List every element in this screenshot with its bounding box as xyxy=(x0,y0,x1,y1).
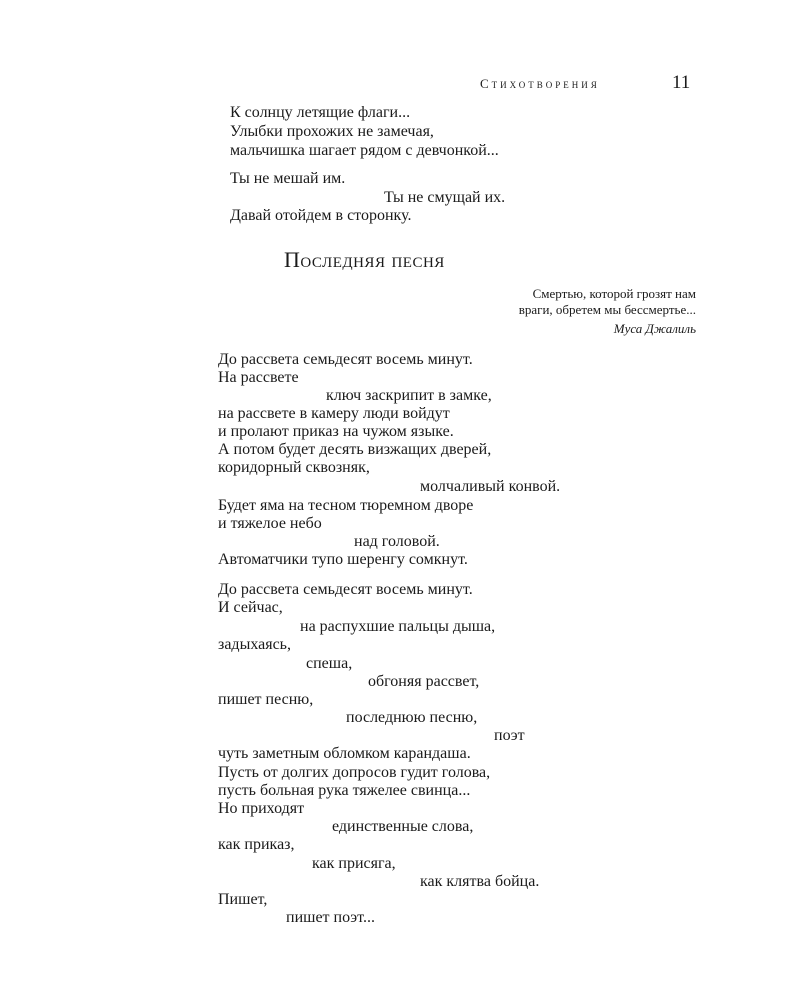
epigraph-author: Муса Джалиль xyxy=(613,321,696,336)
verse-line: молчаливый конвой. xyxy=(420,478,561,495)
verse-line: спеша, xyxy=(306,655,353,672)
verse-line: Ты не смущай их. xyxy=(384,189,506,206)
verse-line: Давай отойдем в сторонку. xyxy=(230,207,412,224)
verse-line: пусть больная рука тяжелее свинца... xyxy=(218,782,471,799)
verse-line: чуть заметным обломком карандаша. xyxy=(218,745,471,762)
verse-line: единственные слова, xyxy=(332,818,474,835)
verse-line: как присяга, xyxy=(312,855,396,872)
verse-line: мальчишка шагает рядом с девчонкой... xyxy=(230,142,499,159)
verse-line: Автоматчики тупо шеренгу сомкнут. xyxy=(218,551,468,568)
verse-line: А потом будет десять визжащих дверей, xyxy=(218,441,492,458)
verse-line: обгоняя рассвет, xyxy=(368,673,480,690)
epigraph-line: враги, обретем мы бессмертье... xyxy=(518,302,696,317)
verse-line: Улыбки прохожих не замечая, xyxy=(230,123,434,140)
running-title: Стихотворения xyxy=(480,76,600,91)
verse-line: Будет яма на тесном тюремном дворе xyxy=(218,497,474,514)
poem-title: Последняя песня xyxy=(284,247,445,272)
verse-line: Пусть от долгих допросов гудит голова, xyxy=(218,764,491,781)
verse-line: последнюю песню, xyxy=(346,709,478,726)
epigraph-line: Смертью, которой грозят нам xyxy=(532,286,696,301)
verse-line: К солнцу летящие флаги... xyxy=(230,104,411,121)
verse-line: коридорный сквозняк, xyxy=(218,459,370,476)
verse-line: До рассвета семьдесят восемь минут. xyxy=(218,581,473,598)
verse-line: поэт xyxy=(494,727,525,744)
verse-line: Пишет, xyxy=(218,891,268,908)
verse-line: Ты не мешай им. xyxy=(230,170,346,187)
verse-line: Но приходят xyxy=(218,800,305,817)
verse-line: как клятва бойца. xyxy=(420,873,540,890)
verse-line: и тяжелое небо xyxy=(218,515,322,532)
verse-line: пишет поэт... xyxy=(286,909,375,926)
verse-line: До рассвета семьдесят восемь минут. xyxy=(218,351,473,368)
verse-line: На рассвете xyxy=(218,369,299,386)
verse-line: ключ заскрипит в замке, xyxy=(326,387,492,404)
verse-line: на распухшие пальцы дыша, xyxy=(300,618,496,635)
verse-line: над головой. xyxy=(354,533,440,550)
verse-line: на рассвете в камеру люди войдут xyxy=(218,405,450,422)
verse-line: И сейчас, xyxy=(218,599,283,616)
verse-line: и пролают приказ на чужом языке. xyxy=(218,423,454,440)
verse-line: как приказ, xyxy=(218,836,295,853)
page-number: 11 xyxy=(672,72,691,93)
verse-line: задыхаясь, xyxy=(218,636,291,653)
verse-line: пишет песню, xyxy=(218,691,314,708)
